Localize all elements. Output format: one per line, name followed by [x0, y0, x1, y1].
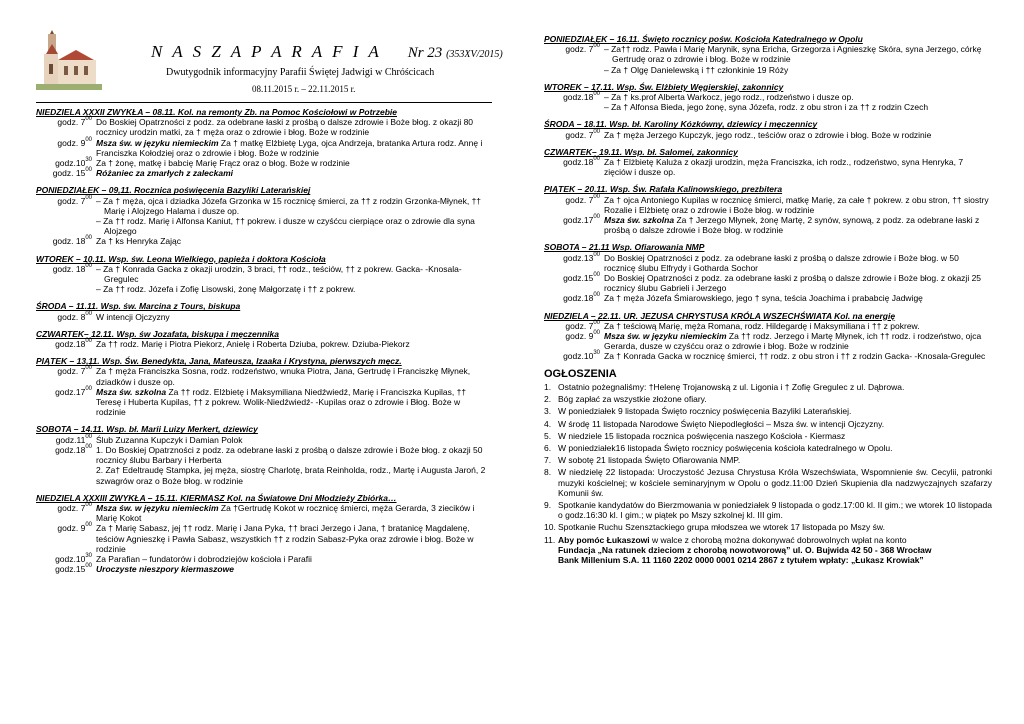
mass-hour: godz.17	[563, 215, 594, 226]
mass-note: Msza św. w języku niemieckim	[96, 137, 219, 148]
day-heading: NIEDZIELA XXXIII ZWYKŁA – 15.11. KIERMASZ Kol. na Światowe Dni Młodzieży Zbiórka…	[36, 492, 397, 503]
mass-title: Uroczyste nieszpory kiermaszowe	[96, 564, 234, 575]
mass-entry	[544, 215, 992, 235]
mass-entry	[36, 168, 492, 178]
announcement-item	[544, 431, 992, 441]
mass-time	[544, 253, 604, 273]
intention-line: Za † męża Jerzego Kupczyk, jego rodz., teściów oraz o zdrowie i błog. Boże w rodzinie	[604, 129, 932, 140]
mass-entry	[36, 503, 492, 523]
foundation-line: Fundacja „Na ratunek dzieciom z chorobą nowotworową” ul. O. Bujwida 42 50 - 368 Wrocław	[558, 544, 932, 555]
mass-time	[36, 387, 96, 418]
mass-minute: 00	[85, 262, 92, 269]
subtitle: Dwutygodnik informacyjny Parafii Świętej Jadwigi w Chróścicach	[166, 67, 435, 78]
mass-note: Msza św. szkolna	[96, 386, 167, 397]
announcement-text: W poniedziałek16 listopada Święto rocznicy poświęcenia kościoła katedralnego w Opolu.	[558, 442, 893, 453]
mass-intention	[604, 253, 992, 273]
mass-intention	[96, 138, 492, 158]
day-section	[544, 184, 992, 235]
mass-entry	[36, 366, 492, 386]
intention-line: Za † żonę, matkę i babcię Marię Frącz oraz o błog. Boże w rodzinie	[96, 158, 350, 169]
mass-minute: 00	[593, 91, 600, 98]
mass-hour: godz.10	[563, 351, 594, 362]
day-section	[544, 311, 992, 362]
mass-minute: 00	[85, 433, 92, 440]
mass-time	[544, 157, 604, 177]
mass-intention	[604, 92, 992, 112]
day-heading: WTOREK – 10.11. Wsp. św. Leona Wielkiego, papieża i doktora Kościoła	[36, 253, 326, 264]
announcement-text: W sobotę 21 listopada Święto Ofiarowania NMP.	[558, 455, 741, 466]
day-section	[36, 493, 492, 575]
mass-hour: godz. 9	[57, 523, 86, 534]
intention-line: Za † Konrada Gacka w rocznicę śmierci, †† rodz. z obu stron i †† z rodzin Gacka- -Knosala-Gregulec	[604, 351, 986, 362]
mass-hour: godz.11	[55, 434, 86, 445]
masthead	[36, 0, 503, 96]
mass-intention	[96, 445, 492, 486]
intention-line: – Za † Konrada Gacka z okazji urodzin, 3 braci, †† rodz., teściów, †† z pokrew. Gacka- -Knosala-Gregulec	[96, 263, 462, 285]
mass-intention	[96, 366, 492, 386]
mass-minute: 00	[85, 235, 92, 242]
mass-hour: godz.10	[55, 553, 86, 564]
mass-time	[544, 273, 604, 293]
mass-entry	[36, 312, 492, 322]
mass-minute: 30	[593, 350, 600, 357]
mass-intention	[604, 44, 992, 75]
intention-line: – Za † Alfonsa Bieda, jego żonę, syna Józefa, rodz. z obu stron i za †† z rodzin Czech	[604, 102, 929, 113]
mass-entry	[36, 196, 492, 237]
mass-hour: godz. 7	[565, 194, 594, 205]
mass-entry	[544, 92, 992, 112]
mass-entry	[544, 44, 992, 75]
mass-intention	[604, 351, 992, 361]
mass-time	[544, 331, 604, 351]
announcement-item	[544, 535, 992, 566]
mass-hour: godz.18	[55, 339, 86, 350]
intention-line: Msza św. w języku niemieckim Za †Gertrudę Kokot w rocznicę śmierci, męża Gerarda, 3 ziecików i Marię Kokot	[96, 502, 475, 524]
intention-line: Msza św. szkolna Za † Jerzego Młynek, żonę Martę, 2 synów, synową, z podz. za odebrane łaski z prośbą o dalsze zdrowie i Boże błog. w rodzinie	[604, 215, 980, 236]
intention-line: W intencji Ojczyzny	[96, 311, 170, 322]
day-section	[544, 119, 992, 139]
intention-line: Do Boskiej Opatrzności z podz. za odebrane łaski z prośbą o dalsze zdrowie i Boże błog. z okazji 80 rocznicy urodzin matki, za † męża oraz o zdrowie i błog. Boże w rodzinie	[96, 117, 474, 138]
mass-hour: godz.10	[55, 158, 86, 169]
mass-entry	[36, 264, 492, 295]
mass-entry	[544, 293, 992, 303]
mass-minute: 00	[593, 156, 600, 163]
day-section	[36, 356, 492, 417]
day-section	[36, 185, 492, 246]
mass-intention	[96, 503, 492, 523]
mass-entry	[36, 158, 492, 168]
mass-hour: godz. 7	[565, 44, 594, 55]
mass-time	[36, 117, 96, 137]
day-heading: PIĄTEK – 13.11. Wsp. Św. Benedykta, Jana, Mateusza, Izaaka i Krystyna, pierwszych męcz.	[36, 356, 402, 367]
mass-intention	[96, 264, 492, 295]
mass-note: Msza św. szkolna	[604, 215, 675, 226]
mass-intention	[96, 312, 492, 322]
day-section	[36, 424, 492, 485]
day-section	[36, 329, 492, 349]
announcement-number: 11.	[544, 534, 556, 545]
intention-line: Za † Elżbietę Kaluża z okazji urodzin, męża Franciszka, ich rodz., rodzeństwo, syna Henryka, 7 zięciów i dusze op.	[604, 157, 964, 178]
mass-intention	[604, 130, 992, 140]
title-text: N A S Z A P A R A F I A	[151, 42, 382, 61]
mass-intention	[96, 523, 492, 554]
mass-entry	[36, 554, 492, 564]
day-section	[36, 107, 492, 178]
intention-line: Do Boskiej Opatrzności z podz. za odebrane łaski z prośbą o dalsze zdrowie i Boże błog. z okazji 25 rocznicy ślubu Gabrieli i Jerzego	[604, 273, 982, 294]
announcement-item	[544, 419, 992, 429]
mass-intention	[96, 236, 492, 246]
day-heading: PONIEDZIAŁEK – 09,11. Rocznica poświęcenia Bazyliki Laterańskiej	[36, 185, 311, 196]
announcement-text: W niedzielę 22 listopada: Uroczystość Jezusa Chrystusa Króla Wszechświata, Wspomnienie św. Cecylii, patronki muzyki kościelnej; w kościele seminaryjnym w Opolu o godz.11:00 Dzień Skupienia dla nadzwyczajnych szafarzy Komunii św.	[558, 467, 992, 498]
mass-minute: 00	[593, 128, 600, 135]
day-heading: SOBOTA – 14.11. Wsp. bł. Marii Luizy Merkert, dziewicy	[36, 424, 258, 435]
intention-line: Za †† rodz. Marię i Piotra Piekorz, Anielę i Roberta Dziuba, pokrew. Dziuba-Piekorz	[96, 339, 410, 350]
mass-entry	[544, 195, 992, 215]
mass-time	[544, 195, 604, 215]
day-heading: CZWARTEK– 19.11. Wsp. bł. Salomei, zakonnicy	[544, 146, 738, 157]
mass-hour: godz. 7	[565, 320, 594, 331]
intention-line: Msza św. w języku niemieckim Za †† rodz. Jerzego i Martę Młynek, ich †† rodz. i rodzeństwo, ojca Gerarda, dusze w czyśćcu oraz o zdrowie i błog. Boże w rodzinie	[604, 331, 982, 352]
intention-line: – Za †† rodz. Marię i Alfonsa Kaniut, †† pokrew. i dusze w czyśćcu cierpiące oraz o zdrowie dla syna Alojzego	[96, 216, 475, 237]
intention-line: Za Parafian – fundatorów i dobrodziejów kościoła i Parafii	[96, 553, 312, 564]
intention-line: Ślub Zuzanna Kupczyk i Damian Polok	[96, 434, 243, 445]
mass-intention	[96, 339, 492, 349]
announcement-number: 5.	[544, 430, 552, 441]
day-section	[544, 82, 992, 113]
mass-time	[36, 168, 96, 178]
mass-minute: 30	[85, 157, 92, 164]
day-heading: NIEDZIELA XXXII ZWYKŁA – 08.11. Kol. na remonty Zb. na Pomoc Kościołowi w Potrzebie	[36, 107, 397, 117]
mass-minute: 00	[85, 522, 92, 529]
mass-hour: godz.13	[563, 252, 594, 263]
mass-time	[36, 366, 96, 386]
day-heading: ŚRODA – 11.11. Wsp. św. Marcina z Tours, biskupa	[36, 301, 241, 312]
mass-time	[544, 130, 604, 140]
left-column	[36, 0, 503, 581]
mass-time	[544, 92, 604, 112]
mass-minute: 00	[85, 194, 92, 201]
issue-sub: (353XV/2015)	[446, 49, 503, 60]
church-icon	[36, 30, 102, 90]
date-range: 08.11.2015 r. – 22.11.2015 r.	[252, 84, 356, 94]
day-heading: CZWARTEK– 12.11. Wsp. św Jozafata, biskupa i męczennika	[36, 328, 279, 339]
mass-intention	[604, 195, 992, 215]
mass-time	[36, 564, 96, 574]
mass-hour: godz. 7	[57, 117, 86, 128]
day-section	[544, 147, 992, 178]
mass-entry	[36, 564, 492, 574]
mass-intention	[604, 157, 992, 177]
mass-hour: godz.17	[55, 386, 86, 397]
announcement-text: W niedziele 15 listopada rocznica poświęcenia naszego Kościoła - Kiermasz	[558, 430, 846, 441]
announcements-list	[544, 382, 992, 565]
mass-intention	[604, 273, 992, 293]
intention-line: Za † męża Józefa Śmiarowskiego, jego † syna, teścia Joachima i prababcię Jadwigę	[604, 293, 923, 304]
mass-time	[544, 44, 604, 75]
mass-time	[544, 293, 604, 303]
announcement-item	[544, 455, 992, 465]
issue-number: Nr 23	[407, 45, 443, 61]
mass-minute: 00	[85, 116, 92, 123]
bank-line: Bank Millenium S.A. 11 1160 2202 0000 0001 0214 2867 z tytułem wpłaty: „Łukasz Krowiak”	[558, 554, 924, 565]
right-schedule	[544, 34, 992, 362]
mass-entry	[544, 253, 992, 273]
intention-line: Za † teściową Marię, męża Romana, rodz. Hildegardę i Maksymiliana i †† z pokrew.	[604, 320, 920, 331]
mass-minute: 00	[85, 443, 92, 450]
mass-time	[36, 138, 96, 158]
announcement-item	[544, 522, 992, 532]
mass-minute: 00	[593, 319, 600, 326]
mass-note: Msza św. w języku niemieckim	[96, 502, 219, 513]
announcement-item	[544, 443, 992, 453]
right-column	[544, 0, 992, 567]
mass-time	[36, 236, 96, 246]
announcement-text: W środę 11 listopada Narodowe Święto Niepodległości – Msza św. w intencji Ojczyzny.	[558, 418, 885, 429]
mass-hour: godz. 7	[57, 366, 86, 377]
day-heading: PIĄTEK – 20.11. Wsp. Św. Rafała Kalinowskiego, prezbitera	[544, 184, 783, 195]
mass-hour: godz.18	[563, 157, 594, 168]
mass-time	[36, 445, 96, 486]
mass-hour: godz. 7	[565, 129, 594, 140]
mass-time	[36, 312, 96, 322]
announcement-item	[544, 406, 992, 416]
announcement-item	[544, 382, 992, 392]
announcement-number: 10.	[544, 522, 556, 533]
day-section	[544, 242, 992, 303]
announcement-text: Bóg zapłać za wszystkie złożone ofiary.	[558, 394, 707, 405]
mass-hour: godz. 9	[57, 137, 86, 148]
announcement-number: 7.	[544, 455, 552, 466]
mass-hour: godz.18	[563, 92, 594, 103]
mass-hour: godz.18	[563, 293, 594, 304]
mass-hour: godz. 18	[52, 236, 86, 247]
mass-entry	[36, 117, 492, 137]
announcement-text: Aby pomóc Łukaszowi w walce z chorobą można dokonywać dobrowolnych wpłat na konto Fundacja „Na ratunek dzieciom z chorobą nowotworową” ul. O. Bujwida 42 50 - 368 Wrocław Bank Millenium S.A. 11 1160 2202 0000 0001 0214 2867 z tytułem wpłaty: „Łukasz Krowiak”	[558, 534, 932, 565]
mass-minute: 00	[85, 501, 92, 508]
announcement-number: 8.	[544, 467, 552, 478]
mass-intention	[96, 196, 492, 237]
day-heading: WTOREK – 17.11. Wsp. Św. Elżbiety Węgierskiej, zakonnicy	[544, 81, 784, 92]
intention-line: 2. Za† Edeltraudę Stampka, jej męża, siostrę Charlotę, brata Reinholda, rodz., Martę i Augusta Jaroń, 2 szwagrów oraz o Boże błog. w rodzinie	[96, 465, 486, 486]
mass-entry	[36, 236, 492, 246]
day-section	[36, 301, 492, 321]
mass-entry	[36, 445, 492, 486]
mass-hour: godz.18	[55, 444, 86, 455]
announcement-number: 2.	[544, 394, 552, 405]
mass-intention	[604, 215, 992, 235]
announcement-number: 6.	[544, 442, 552, 453]
mass-minute: 00	[85, 385, 92, 392]
mass-minute: 00	[85, 338, 92, 345]
announcement-number: 9.	[544, 499, 552, 510]
intention-line: Do Boskiej Opatrzności z podz. za odebrane łaski z prośbą o dalsze zdrowie i Boże błog. w 50 rocznicę ślubu Elfrydy i Gotharda Sochor	[604, 252, 959, 273]
mass-intention	[96, 158, 492, 168]
announcement-text: Spotkanie Ruchu Szensztackiego grupa młodszea we wtorek 17 listopada po Mszy św.	[558, 522, 885, 533]
intention-line: – Za †† rodz. Józefa i Zofię Lisowski, żonę Małgorzatę i †† z pokrew.	[96, 284, 356, 295]
mass-intention	[96, 554, 492, 564]
mass-time	[36, 503, 96, 523]
mass-intention	[604, 321, 992, 331]
announcement-number: 4.	[544, 418, 552, 429]
mass-minute: 00	[593, 43, 600, 50]
mass-hour: godz. 18	[52, 263, 86, 274]
mass-hour: godz. 7	[57, 195, 86, 206]
announcement-text: Spotkanie kandydatów do Bierzmowania w poniedziałek 9 listopada o godz.17:00 kl. II gim.; we wtorek 10 listopada o godz.16:30 kl. I gim.; w piątek po Mszy szkolnej kl. III gim.	[558, 499, 992, 521]
mass-entry	[36, 387, 492, 418]
header-divider	[36, 102, 492, 103]
mass-minute: 00	[85, 167, 92, 174]
announcement-item	[544, 500, 992, 520]
day-heading: ŚRODA – 18.11. Wsp. bł. Karoliny Kózkówny, dziewicy i męczennicy	[544, 119, 818, 130]
left-schedule	[36, 107, 492, 574]
mass-intention	[96, 435, 492, 445]
announcement-text: Ostatnio pożegnaliśmy: †Helenę Trojanowską z ul. Ligonia i † Zofię Gregulec z ul. Dąbrowa.	[558, 381, 905, 392]
announcements	[544, 369, 992, 565]
mass-entry	[36, 339, 492, 349]
mass-minute: 00	[593, 193, 600, 200]
mass-entry	[544, 130, 992, 140]
mass-entry	[544, 331, 992, 351]
mass-minute: 00	[593, 292, 600, 299]
mass-minute: 00	[85, 365, 92, 372]
mass-minute: 00	[593, 214, 600, 221]
mass-time	[544, 351, 604, 361]
intention-line: Za † Marię Sabasz, jej †† rodz. Marię i Jana Pyka, †† braci Jerzego i Jana, † bratanicę Magdalenę, teściów Agnieszkę i Pawła Sabasz, wszystkich †† z rodzin Sabasz-Pyka oraz zdrowie i błog. Boże w rodzinie	[96, 523, 474, 554]
day-heading: SOBOTA – 21.11 Wsp. Ofiarowania NMP	[544, 242, 705, 253]
announcement-item	[544, 394, 992, 404]
mass-intention	[604, 331, 992, 351]
mass-entry	[544, 157, 992, 177]
mass-intention	[96, 168, 492, 178]
mass-intention	[604, 293, 992, 303]
mass-minute: 00	[593, 330, 600, 337]
announcement-number: 1.	[544, 381, 552, 392]
mass-minute: 00	[85, 563, 92, 570]
announcements-heading: OGŁOSZENIA	[544, 367, 617, 380]
mass-hour: godz.15	[55, 564, 86, 575]
announcement-item	[544, 467, 992, 498]
mass-intention	[96, 117, 492, 137]
intention-line: – Za † ks.prof Alberta Warkocz, jego rodz., rodzeństwo i dusze op.	[604, 92, 854, 103]
intention-line: – Za † męża, ojca i dziadka Józefa Grzonka w 15 rocznicę śmierci, za †† z rodzin Grzonka-Młynek, †† Marię i Alojzego Halama i dusze op.	[96, 195, 482, 216]
mass-hour: godz. 7	[57, 502, 86, 513]
day-section	[36, 254, 492, 295]
mass-time	[36, 523, 96, 554]
mass-entry	[36, 523, 492, 554]
newsletter-title	[151, 42, 503, 61]
mass-time	[36, 264, 96, 295]
day-heading: PONIEDZIAŁEK – 16.11. Święto rocznicy pośw. Kościoła Katedralnego w Opolu	[544, 34, 863, 44]
mass-time	[544, 215, 604, 235]
mass-entry	[544, 273, 992, 293]
mass-entry	[36, 138, 492, 158]
intention-line: Za † ks Henryka Zając	[96, 236, 182, 247]
day-heading: NIEDZIELA – 22.11. UR. JEZUSA CHRYSTUSA KRÓLA WSZECHŚWIATA Kol. na energię	[544, 310, 896, 321]
mass-entry	[36, 435, 492, 445]
intention-line: 1. Do Boskiej Opatrzności z podz. za odebrane łaski z prośbą o dalsze zdrowie i Boże błog. z okazji 50 rocznicy ślubu Barbary i Herberta	[96, 444, 483, 466]
mass-hour: godz.15	[563, 273, 594, 284]
mass-hour: godz. 15	[52, 168, 86, 179]
mass-hour: godz. 9	[565, 331, 594, 342]
intention-line: Msza św. szkolna Za †† rodz. Elżbietę i Maksymiliana Niedźwiedź, Marię i Franciszka Kupilas, †† Teresę i Huberta Kupilas, †† z pokrew. Wolik-Niedźwiedź- -Kupilas oraz o zdrowie i Błog. Boże w rodzinie	[96, 386, 467, 418]
mass-minute: 00	[85, 310, 92, 317]
announcement-text: W poniedziałek 9 listopada Święto rocznicy poświęcenia Bazyliki Laterańskiej.	[558, 406, 852, 417]
day-section	[544, 34, 992, 75]
mass-minute: 00	[593, 251, 600, 258]
mass-entry	[544, 321, 992, 331]
mass-intention	[96, 387, 492, 418]
mass-time	[36, 196, 96, 237]
mass-minute: 30	[85, 552, 92, 559]
intention-line: Za † męża Franciszka Sosna, rodz. rodzeństwo, wnuka Piotra, Jana, Gertrudę i Franciszkę Młynek, dziadków i dusze op.	[96, 366, 471, 387]
announcement-number: 3.	[544, 406, 552, 417]
mass-entry	[544, 351, 992, 361]
donation-lead: Aby pomóc Łukaszowi	[558, 534, 650, 545]
intention-line: Msza św. w języku niemieckim Za † matkę Elżbietę Lyga, ojca Andrzeja, bratanka Artura rodz. Annę i Franciszka Kołodziej oraz o zdrowie i błog. Boże w rodzinie	[96, 137, 483, 158]
mass-hour: godz. 8	[57, 311, 86, 322]
mass-minute: 00	[85, 136, 92, 143]
mass-intention	[96, 564, 492, 574]
intention-line: Za † ojca Antoniego Kupilas w rocznicę śmierci, matkę Marię, za całe † pokrew. z obu stron, †† siostry Rozalie i Elżbietę oraz o zdrowie i Boże błog. w rodzinie	[604, 194, 989, 215]
mass-note: Msza św. w języku niemieckim	[604, 331, 727, 342]
mass-title: Różaniec za zmarłych z zaleckami	[96, 168, 234, 179]
mass-minute: 00	[593, 272, 600, 279]
intention-line: – Za†† rodz. Pawła i Marię Marynik, syna Ericha, Grzegorza i Agnieszkę Skóra, syna Jerzego, córkę Gertrudę oraz o zdrowie i błog. Boże w rodzinie	[604, 44, 982, 65]
intention-line: – Za † Olgę Danielewską i †† członkinie 19 Róży	[604, 64, 789, 75]
mass-time	[36, 339, 96, 349]
